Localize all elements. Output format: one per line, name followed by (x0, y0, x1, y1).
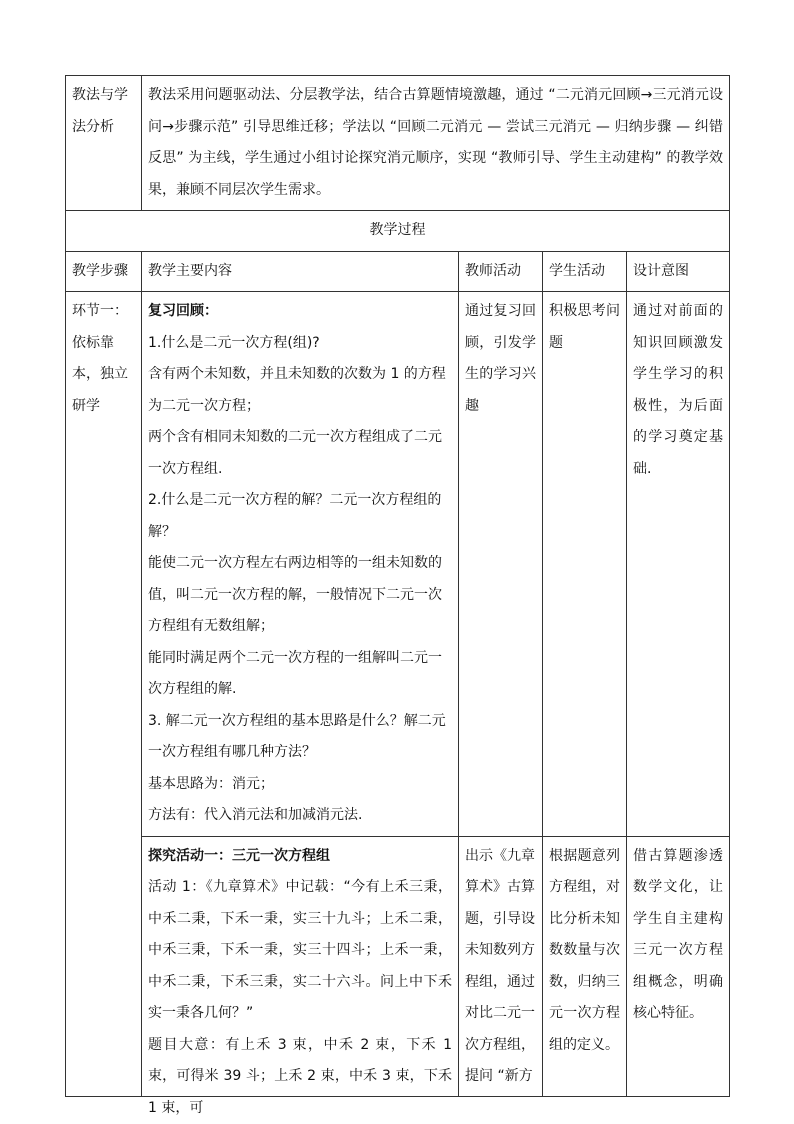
review-content (142, 292, 459, 837)
analysis-row (66, 76, 730, 211)
review-line: 1.什么是二元一次方程(组)? (148, 328, 452, 360)
student-activity-2-text: 根据题意列方程组，对比分析未知数数量与次数，归纳三元一次方程组的定义。 (549, 841, 620, 1087)
activity1-line: 题目大意：有上禾 3 束，中禾 2 束，下禾 1 束，可得米 39 斗；上禾 2 束，中禾 3 束，下禾 1 束，可 (148, 1030, 452, 1124)
header-intent: 设计意图 (627, 251, 730, 292)
design-intent-2 (627, 836, 730, 1096)
activity1-line: 活动 1：《九章算术》中记载：“今有上禾三秉，中禾二秉，下禾一秉，实三十九斗；上禾二秉，中禾三秉，下禾一秉，实三十四斗；上禾一秉，中禾二秉，下禾三秉，实二十六斗。问上中下禾实一秉各几何？” (148, 872, 452, 1030)
lesson-plan-table (65, 75, 730, 1097)
header-teacher: 教师活动 (459, 251, 543, 292)
review-line: 方法有：代入消元法和加减消元法. (148, 800, 452, 832)
process-title-row (66, 211, 730, 252)
header-student: 学生活动 (543, 251, 627, 292)
header-row (66, 251, 730, 292)
teacher-activity-2 (459, 836, 543, 1096)
design-intent-2-text: 借古算题渗透数学文化，让学生自主建构三元一次方程组概念，明确核心特征。 (633, 841, 723, 1087)
activity1-title: 探究活动一：三元一次方程组 (148, 841, 452, 873)
header-content: 教学主要内容 (142, 251, 459, 292)
header-step: 教学步骤 (66, 251, 142, 292)
section2-row (66, 836, 730, 1096)
review-line: 2.什么是二元一次方程的解？二元一次方程组的解？ (148, 485, 452, 548)
teacher-activity-1: 通过复习回顾，引发学生的学习兴趣 (459, 292, 543, 837)
review-line: 能使二元一次方程左右两边相等的一组未知数的值，叫二元一次方程的解，一般情况下二元一次方程组有无数组解； (148, 548, 452, 643)
step-label: 环节一：依标靠本，独立研学 (66, 292, 142, 1097)
process-title: 教学过程 (66, 211, 730, 252)
activity1-content (142, 836, 459, 1096)
student-activity-2 (543, 836, 627, 1096)
review-title: 复习回顾： (148, 296, 452, 328)
design-intent-1: 通过对前面的知识回顾激发学生学习的积极性，为后面的学习奠定基础. (627, 292, 730, 837)
review-line: 两个含有相同未知数的二元一次方程组成了二元一次方程组. (148, 422, 452, 485)
review-line: 能同时满足两个二元一次方程的一组解叫二元一次方程组的解. (148, 643, 452, 706)
teacher-activity-2-text: 出示《九章算术》古算题，引导设未知数列方程组，通过对比二元一次方程组，提问 “新方 (465, 841, 536, 1087)
review-line: 基本思路为：消元； (148, 769, 452, 801)
review-line: 含有两个未知数，并且未知数的次数为 1 的方程为二元一次方程； (148, 359, 452, 422)
review-line: 3. 解二元一次方程组的基本思路是什么？解二元一次方程组有哪几种方法？ (148, 706, 452, 769)
analysis-text: 教法采用问题驱动法、分层教学法，结合古算题情境激趣，通过 “二元消元回顾→三元消元设问→步骤示范” 引导思维迁移；学法以 “回顾二元消元 — 尝试三元消元 — 归纳步骤 — 纠错反思” 为主线，学生通过小组讨论探究消元顺序，实现 “教师引导、学生主动建构” 的教学效果，兼顾不同层次学生需求。 (142, 76, 730, 211)
section1-row (66, 292, 730, 837)
student-activity-1: 积极思考问题 (543, 292, 627, 837)
analysis-label: 教法与学法分析 (66, 76, 142, 211)
